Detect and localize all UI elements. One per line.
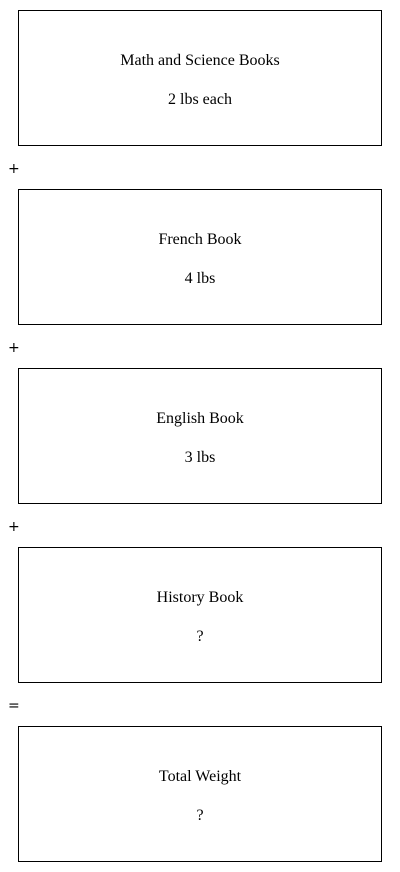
total-weight-title: Total Weight (158, 768, 242, 785)
math-science-books-title: Math and Science Books (120, 52, 280, 69)
history-book-box (18, 547, 382, 683)
english-book-weight: 3 lbs (184, 449, 216, 466)
math-science-books-box (18, 10, 382, 146)
french-book-box (18, 189, 382, 325)
history-book-weight: ? (196, 628, 204, 645)
total-weight-value: ? (196, 807, 204, 824)
french-book-title: French Book (158, 231, 242, 248)
english-book-title: English Book (156, 410, 244, 427)
plus-operator: + (8, 340, 20, 356)
equals-operator: = (8, 698, 20, 714)
french-book-weight: 4 lbs (184, 270, 216, 287)
english-book-box (18, 368, 382, 504)
history-book-title: History Book (156, 589, 244, 606)
plus-operator: + (8, 161, 20, 177)
math-science-books-weight: 2 lbs each (168, 91, 232, 108)
plus-operator: + (8, 519, 20, 535)
total-weight-box (18, 726, 382, 862)
